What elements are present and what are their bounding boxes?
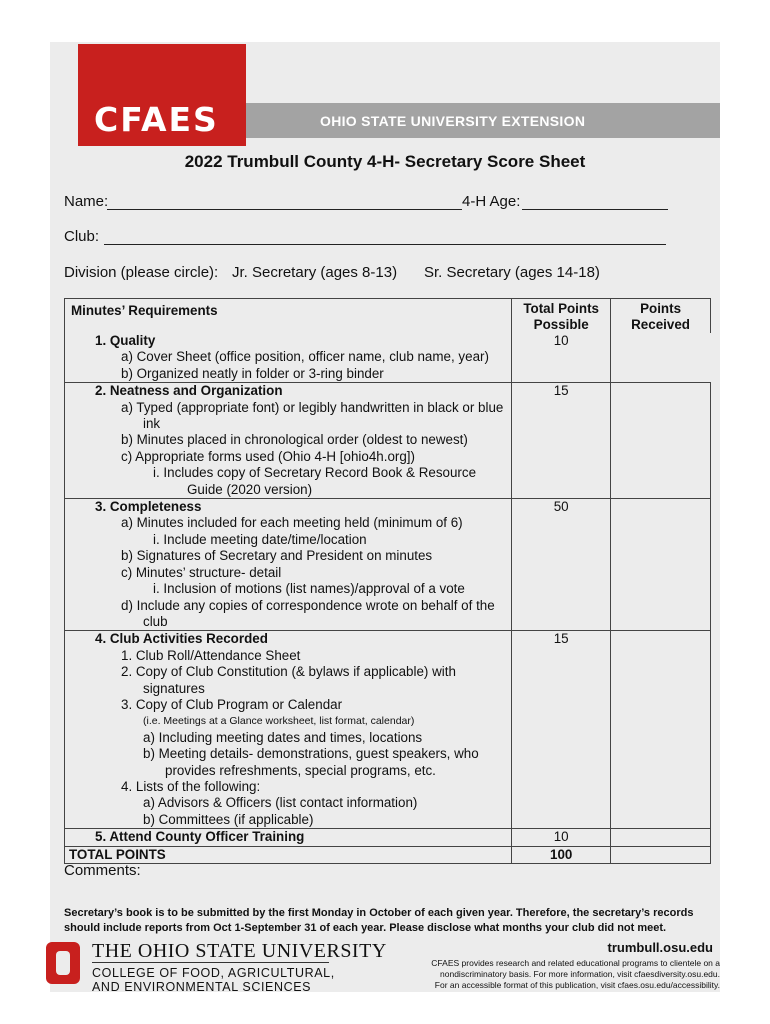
requirement-line: 2. Neatness and Organization xyxy=(95,383,283,399)
col-points-received xyxy=(611,299,711,334)
requirement-line: 5. Attend County Officer Training xyxy=(95,829,305,845)
requirement-cell xyxy=(65,383,512,499)
table-row xyxy=(65,829,711,846)
college-line-1: COLLEGE OF FOOD, AGRICULTURAL, xyxy=(92,966,335,980)
requirement-line: b) Organized neatly in folder or 3-ring binder xyxy=(121,365,384,381)
sr-secretary-option[interactable]: Sr. Secretary (ages 14-18) xyxy=(424,264,600,281)
requirement-line: i. Inclusion of motions (list names)/approval of a vote xyxy=(153,581,465,597)
club-label: Club: xyxy=(64,228,100,245)
points-possible: 10 xyxy=(512,829,611,846)
division-label: Division (please circle): xyxy=(64,264,219,281)
total-label: TOTAL POINTS xyxy=(65,846,512,863)
requirement-cell xyxy=(65,829,512,846)
points-received[interactable] xyxy=(611,499,711,631)
requirement-line: b) Signatures of Secretary and President on minutes xyxy=(121,548,433,564)
site-url[interactable]: trumbull.osu.edu xyxy=(607,940,713,955)
col-points-received-line1: Points xyxy=(640,301,682,316)
comments-label: Comments: xyxy=(64,862,141,879)
total-row xyxy=(65,846,711,863)
points-received[interactable] xyxy=(611,631,711,829)
points-received[interactable] xyxy=(611,829,711,846)
col-points-possible-line2: Possible xyxy=(533,317,589,332)
age-label: 4-H Age: xyxy=(462,193,521,210)
jr-secretary-option[interactable]: Jr. Secretary (ages 8-13) xyxy=(232,264,398,281)
requirement-line: a) Including meeting dates and times, locations xyxy=(143,729,423,745)
age-field[interactable] xyxy=(522,209,668,210)
requirement-line: b) Meeting details- demonstrations, guest speakers, who provides refreshments, special programs, etc. xyxy=(143,746,479,778)
cfaes-logo: CFAES xyxy=(94,100,219,139)
page-title: 2022 Trumbull County 4-H- Secretary Score Sheet xyxy=(184,152,586,171)
col-points-received-line2: Received xyxy=(631,317,690,332)
requirement-cell xyxy=(65,333,512,383)
requirement-line: 4. Lists of the following: xyxy=(121,778,261,794)
fine-line-1: CFAES provides research and related educational programs to clientele on a xyxy=(431,958,720,968)
requirement-cell xyxy=(65,499,512,631)
points-possible: 50 xyxy=(512,499,611,631)
club-field[interactable] xyxy=(104,244,666,245)
points-received[interactable] xyxy=(611,383,711,499)
score-table xyxy=(64,298,711,864)
osu-block-o-logo xyxy=(46,942,80,984)
requirement-line: 2. Copy of Club Constitution (& bylaws if applicable) with signatures xyxy=(121,664,456,696)
total-points: 100 xyxy=(512,846,611,863)
requirement-line: b) Minutes placed in chronological order (oldest to newest) xyxy=(121,432,468,448)
requirement-line: 1. Quality xyxy=(95,333,156,348)
requirement-line: 3. Copy of Club Program or Calendar xyxy=(121,696,343,712)
points-possible: 10 xyxy=(512,333,611,383)
requirement-line: 4. Club Activities Recorded xyxy=(95,631,268,647)
name-field[interactable] xyxy=(107,209,462,210)
total-received[interactable] xyxy=(611,846,711,863)
college-line-2: AND ENVIRONMENTAL SCIENCES xyxy=(92,980,312,994)
requirement-line: 3. Completeness xyxy=(95,499,202,515)
points-possible: 15 xyxy=(512,631,611,829)
requirement-line: a) Typed (appropriate font) or legibly handwritten in black or blue ink xyxy=(121,399,504,432)
requirement-note: (i.e. Meetings at a Glance worksheet, list format, calendar) xyxy=(143,715,415,728)
table-row xyxy=(65,499,711,631)
name-label: Name: xyxy=(64,193,109,210)
osu-college xyxy=(92,966,335,994)
requirement-line: c) Appropriate forms used (Ohio 4-H [ohio4h.org]) xyxy=(121,448,415,464)
col-points-possible xyxy=(512,299,611,334)
osu-name: THE OHIO STATE UNIVERSITY xyxy=(92,940,387,962)
fine-print xyxy=(390,958,720,991)
requirement-line: i. Include meeting date/time/location xyxy=(153,531,367,547)
col-points-possible-line1: Total Points xyxy=(523,301,599,316)
requirement-line: 1. Club Roll/Attendance Sheet xyxy=(121,647,301,663)
col-requirements: Minutes’ Requirements xyxy=(65,299,512,334)
requirement-cell xyxy=(65,631,512,829)
requirement-line: c) Minutes’ structure- detail xyxy=(121,564,282,580)
fine-line-3: For an accessible format of this publication, visit cfaes.osu.edu/accessibility. xyxy=(434,980,720,990)
requirement-line: d) Include any copies of correspondence wrote on behalf of the club xyxy=(121,597,495,629)
table-header-row xyxy=(65,299,711,334)
table-row xyxy=(65,631,711,829)
requirement-line: a) Cover Sheet (office position, officer name, club name, year) xyxy=(121,349,489,365)
osu-divider xyxy=(92,962,329,963)
requirement-line: a) Minutes included for each meeting held (minimum of 6) xyxy=(121,515,463,531)
submission-notice: Secretary’s book is to be submitted by the first Monday in October of each given year. Therefore, the secretary’s records should include reports from Oct 1-September 31 of each year. Please disclose what months your club did not meet. xyxy=(64,907,694,934)
table-row xyxy=(65,383,711,499)
requirement-line: a) Advisors & Officers (list contact information) xyxy=(143,795,418,811)
table-row xyxy=(65,333,711,383)
requirement-line: i. Includes copy of Secretary Record Book & Resource Guide (2020 version) xyxy=(153,465,477,497)
requirement-line: b) Committees (if applicable) xyxy=(143,811,314,827)
extension-label: OHIO STATE UNIVERSITY EXTENSION xyxy=(320,113,586,129)
fine-line-2: nondiscriminatory basis. For more information, visit cfaesdiversity.osu.edu. xyxy=(440,969,720,979)
points-possible: 15 xyxy=(512,383,611,499)
